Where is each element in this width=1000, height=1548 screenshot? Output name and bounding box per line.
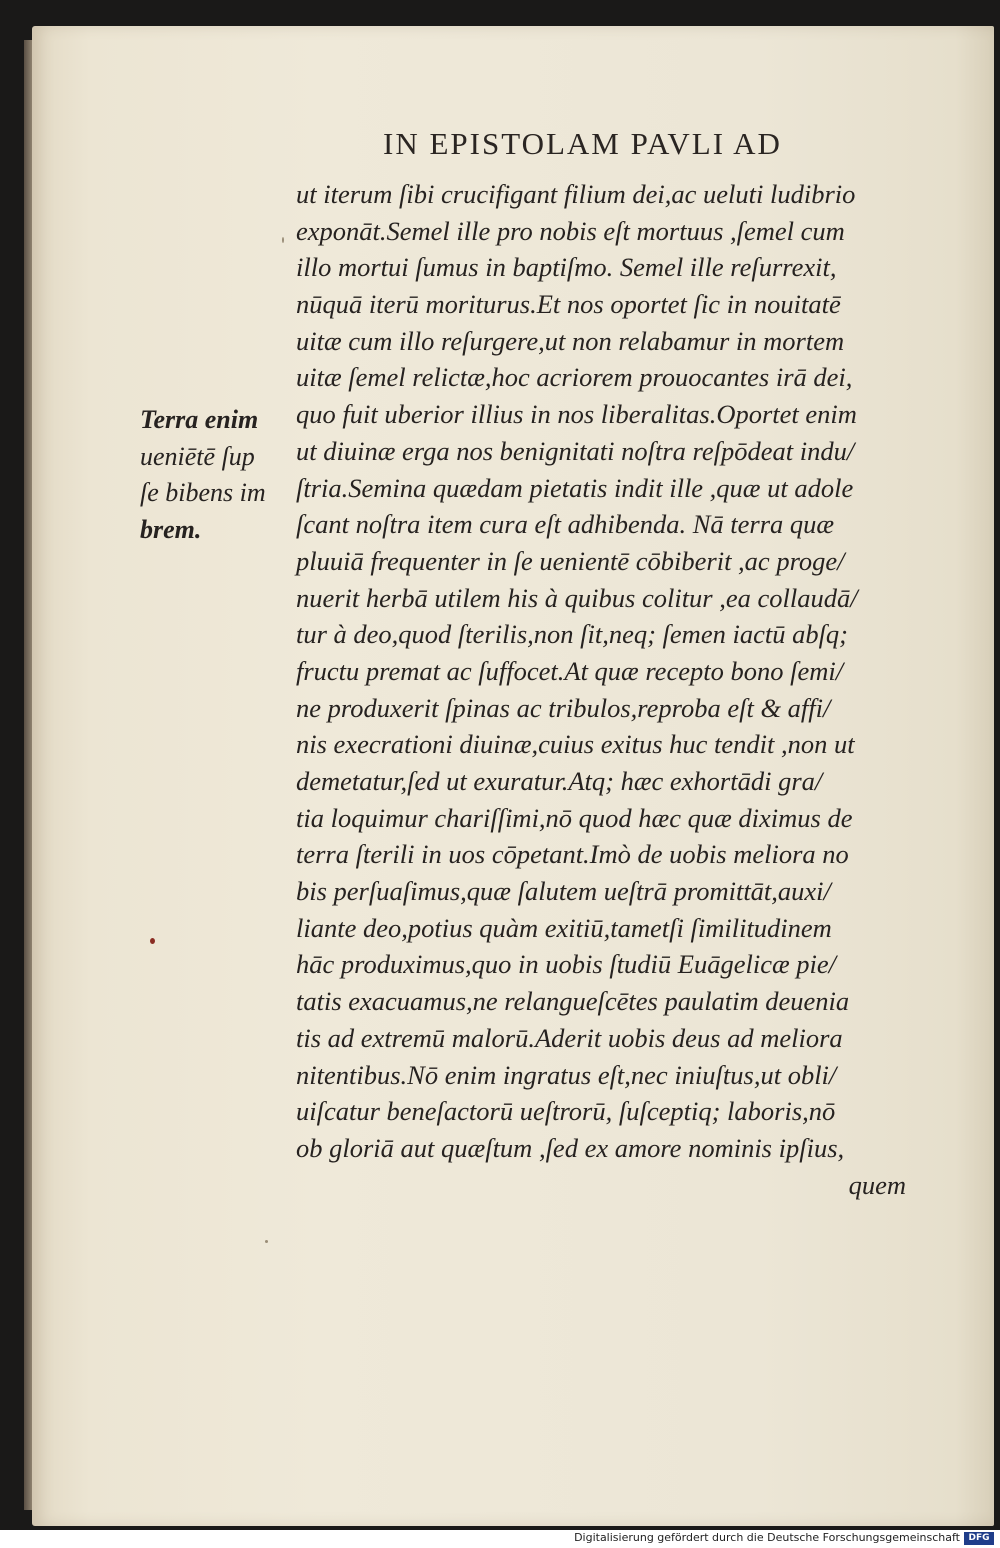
paper-speck xyxy=(282,237,284,243)
text-line: hāc produximus,quo in uobis ſtudiū Euāgelicæ pie/ xyxy=(296,949,837,980)
margin-note-line: ſe bibens im xyxy=(140,478,266,508)
footer-credit: Digitalisierung gefördert durch die Deutsche Forschungsgemeinschaft xyxy=(574,1531,960,1544)
margin-note-line: brem. xyxy=(140,515,202,545)
text-line: demetatur,ſed ut exuratur.Atq; hæc exhortādi gra/ xyxy=(296,766,823,796)
text-line: nis execrationi diuinæ,cuius exitus huc tendit ,non ut xyxy=(296,729,855,760)
text-line: uiſcatur beneſactorū ueſtrorū, ſuſceptiq; laboris,nō xyxy=(296,1096,836,1127)
text-line: exponāt.Semel ille pro nobis eſt mortuus ,ſemel cum xyxy=(296,215,845,246)
margin-note xyxy=(140,402,290,549)
text-line: tia loquimur chariſſimi,nō quod hæc quæ diximus de xyxy=(296,802,853,833)
running-header: IN EPISTOLAM PAVLI AD xyxy=(383,126,782,161)
dfg-logo-icon: DFG xyxy=(964,1532,994,1545)
text-line: tur à deo,quod ſterilis,non ſit,neq; ſemen iactū abſq; xyxy=(296,619,849,650)
margin-note-line: ueniētē ſup xyxy=(140,441,255,471)
paper-speck xyxy=(150,938,155,944)
text-line: nitentibus.Nō enim ingratus eſt,nec iniuſtus,ut obli/ xyxy=(296,1059,837,1090)
text-line: ut diuinæ erga nos benignitati noſtra reſpōdeat indu/ xyxy=(296,435,855,466)
text-line: ſcant noſtra item cura eſt adhibenda. Nā terra quæ xyxy=(296,509,835,540)
text-line: ut iterum ſibi crucifigant filium dei,ac ueluti ludibrio xyxy=(296,179,856,209)
text-line: uitæ ſemel relictæ,hoc acriorem prouocantes irā dei, xyxy=(296,362,853,393)
text-line: quo fuit uberior illius in nos liberalitas.Oportet enim xyxy=(296,399,857,430)
text-line: terra ſterili in uos cōpetant.Imò de uobis meliora no xyxy=(296,839,849,870)
text-line: ſtria.Semina quædam pietatis indit ille ,quæ ut adole xyxy=(296,472,854,503)
text-line: pluuiā frequenter in ſe uenientē cōbiberit ,ac proge/ xyxy=(296,545,845,576)
text-line: ob gloriā aut quæſtum ,ſed ex amore nominis ipſius, xyxy=(296,1132,845,1163)
text-line: bis perſuaſimus,quæ ſalutem ueſtrā promittāt,auxi/ xyxy=(296,876,831,907)
text-line: illo mortui ſumus in baptiſmo. Semel ille reſurrexit, xyxy=(296,252,837,283)
text-line: uitæ cum illo reſurgere,ut non relabamur in mortem xyxy=(296,325,845,356)
catchword: quem xyxy=(848,1169,906,1200)
margin-note-line: Terra enim xyxy=(140,405,259,434)
text-line: nūquā iterū moriturus.Et nos oportet ſic in nouitatē xyxy=(296,289,841,320)
text-line: fructu premat ac ſuffocet.At quæ recepto bono ſemi/ xyxy=(296,655,844,686)
text-line: nuerit herbā utilem his à quibus colitur ,ea collaudā/ xyxy=(296,582,858,613)
text-line: tis ad extremū malorū.Aderit uobis deus ad meliora xyxy=(296,1022,843,1053)
text-line: liante deo,potius quàm exitiū,tametſi ſimilitudinem xyxy=(296,912,832,943)
text-line: tatis exacuamus,ne relangueſcētes paulatim deuenia xyxy=(296,986,850,1017)
body-text xyxy=(296,176,936,1203)
paper-speck xyxy=(265,1240,268,1243)
text-line: ne produxerit ſpinas ac tribulos,reproba eſt & affi/ xyxy=(296,692,831,723)
